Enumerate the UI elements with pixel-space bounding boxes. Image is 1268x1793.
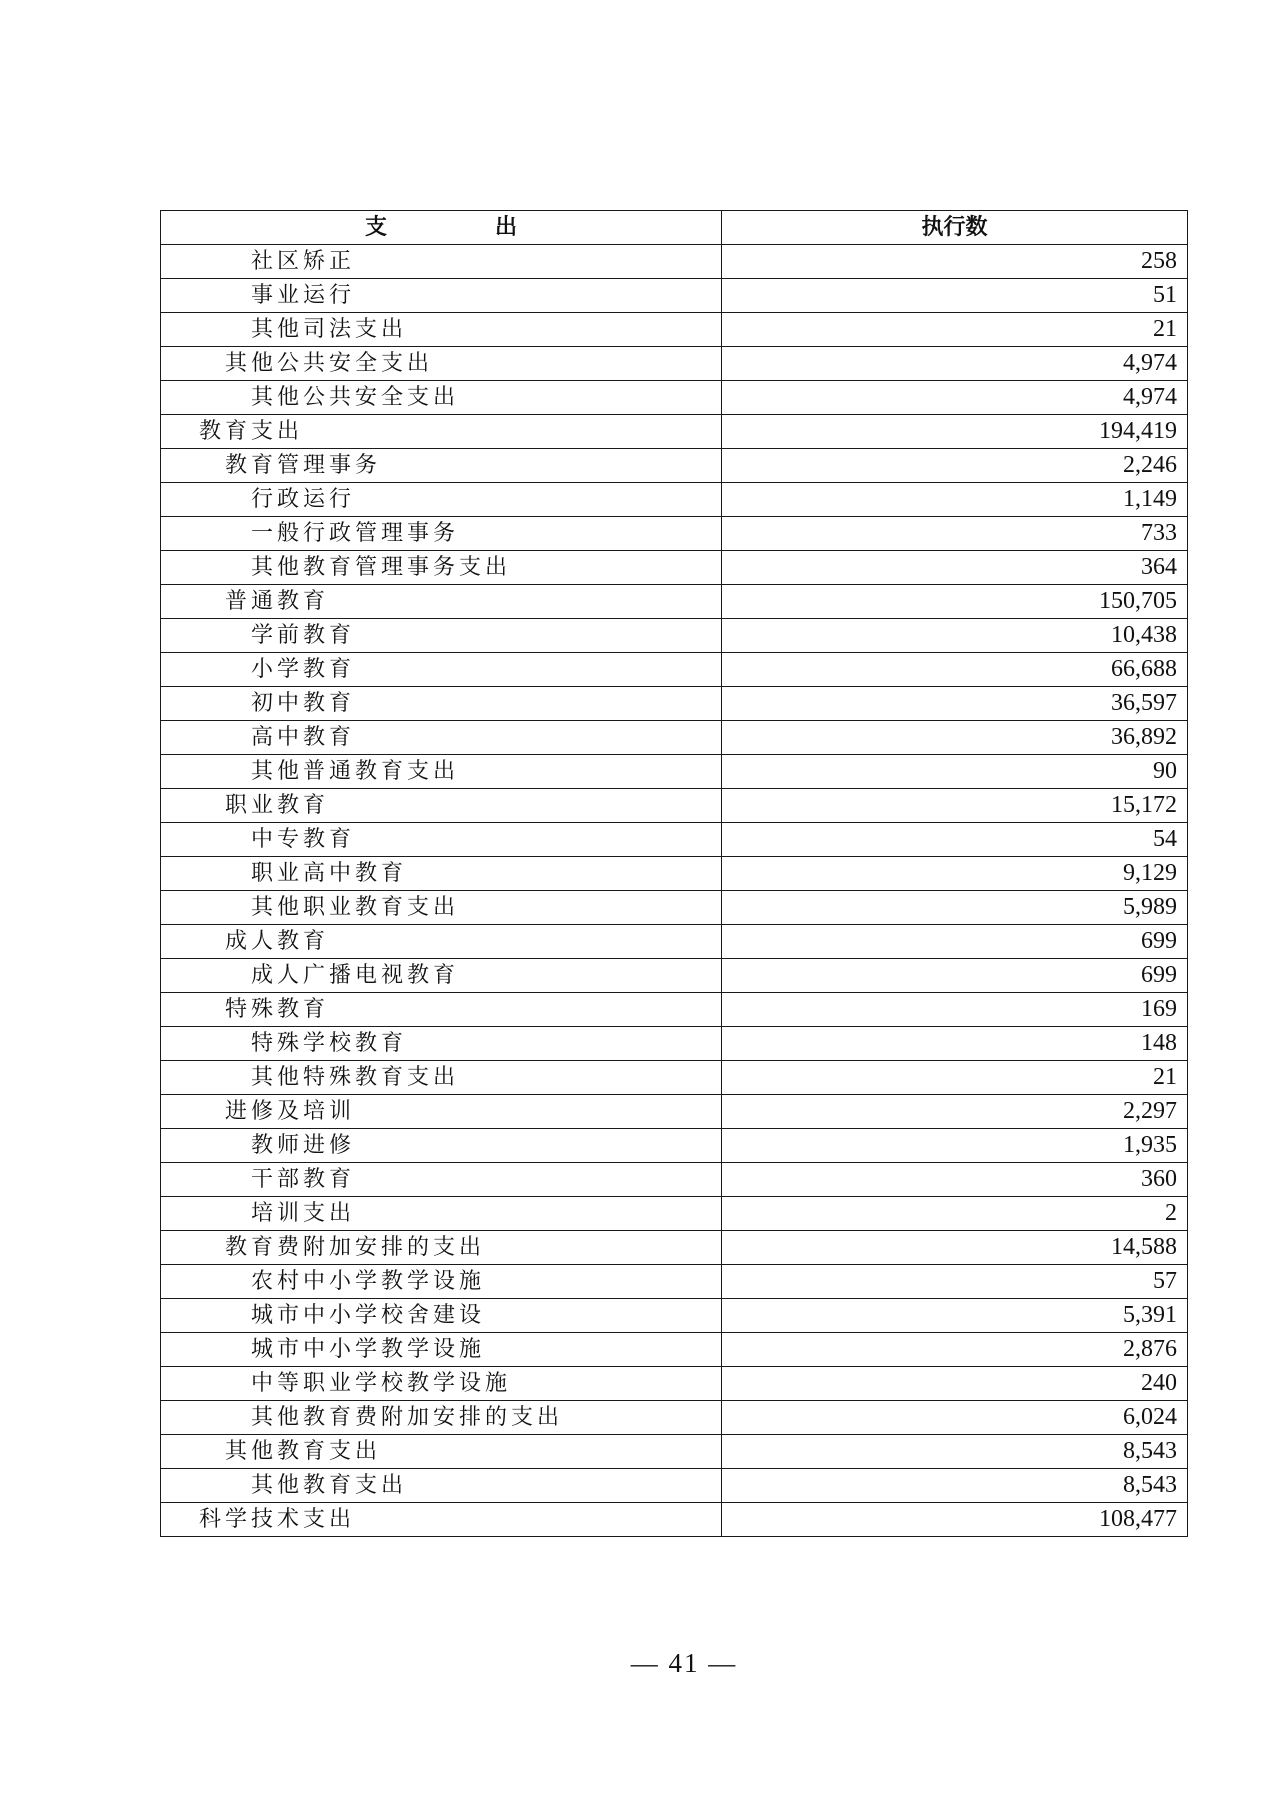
row-category-name: 其他教育支出 <box>161 1435 722 1469</box>
row-executed-amount: 54 <box>722 823 1188 857</box>
table-row <box>161 789 1188 823</box>
table-row <box>161 483 1188 517</box>
table-row <box>161 313 1188 347</box>
row-executed-amount: 150,705 <box>722 585 1188 619</box>
table-row <box>161 347 1188 381</box>
row-executed-amount: 2,297 <box>722 1095 1188 1129</box>
row-executed-amount: 15,172 <box>722 789 1188 823</box>
row-executed-amount: 66,688 <box>722 653 1188 687</box>
row-executed-amount: 240 <box>722 1367 1188 1401</box>
row-executed-amount: 258 <box>722 245 1188 279</box>
table-row <box>161 925 1188 959</box>
table-row <box>161 1435 1188 1469</box>
table-row <box>161 1469 1188 1503</box>
row-executed-amount: 5,391 <box>722 1299 1188 1333</box>
row-category-name: 初中教育 <box>161 687 722 721</box>
row-category-name: 进修及培训 <box>161 1095 722 1129</box>
table-row <box>161 1299 1188 1333</box>
table-row <box>161 687 1188 721</box>
table-row <box>161 1061 1188 1095</box>
table-row <box>161 1367 1188 1401</box>
row-category-name: 城市中小学校舍建设 <box>161 1299 722 1333</box>
row-executed-amount: 699 <box>722 959 1188 993</box>
row-executed-amount: 21 <box>722 313 1188 347</box>
row-category-name: 干部教育 <box>161 1163 722 1197</box>
table-row <box>161 959 1188 993</box>
row-category-name: 其他教育支出 <box>161 1469 722 1503</box>
row-executed-amount: 9,129 <box>722 857 1188 891</box>
table-row <box>161 619 1188 653</box>
row-category-name: 农村中小学教学设施 <box>161 1265 722 1299</box>
table-row <box>161 1333 1188 1367</box>
table-row <box>161 551 1188 585</box>
row-category-name: 城市中小学教学设施 <box>161 1333 722 1367</box>
row-category-name: 其他公共安全支出 <box>161 347 722 381</box>
row-category-name: 普通教育 <box>161 585 722 619</box>
row-category-name: 职业高中教育 <box>161 857 722 891</box>
table-row <box>161 415 1188 449</box>
table-row <box>161 857 1188 891</box>
row-category-name: 教育管理事务 <box>161 449 722 483</box>
row-executed-amount: 57 <box>722 1265 1188 1299</box>
table-row <box>161 823 1188 857</box>
row-executed-amount: 194,419 <box>722 415 1188 449</box>
row-executed-amount: 14,588 <box>722 1231 1188 1265</box>
row-executed-amount: 699 <box>722 925 1188 959</box>
row-category-name: 职业教育 <box>161 789 722 823</box>
row-category-name: 小学教育 <box>161 653 722 687</box>
table-row <box>161 449 1188 483</box>
row-category-name: 教育支出 <box>161 415 722 449</box>
table-row <box>161 891 1188 925</box>
row-executed-amount: 6,024 <box>722 1401 1188 1435</box>
row-executed-amount: 2 <box>722 1197 1188 1231</box>
row-executed-amount: 51 <box>722 279 1188 313</box>
row-executed-amount: 4,974 <box>722 347 1188 381</box>
row-category-name: 培训支出 <box>161 1197 722 1231</box>
table-row <box>161 279 1188 313</box>
row-executed-amount: 108,477 <box>722 1503 1188 1537</box>
row-category-name: 社区矫正 <box>161 245 722 279</box>
row-category-name: 特殊教育 <box>161 993 722 1027</box>
table-row <box>161 1095 1188 1129</box>
row-category-name: 其他公共安全支出 <box>161 381 722 415</box>
table-row <box>161 1265 1188 1299</box>
table-row <box>161 585 1188 619</box>
table-row <box>161 993 1188 1027</box>
table-row <box>161 245 1188 279</box>
table-body <box>161 245 1188 1537</box>
row-executed-amount: 360 <box>722 1163 1188 1197</box>
row-executed-amount: 169 <box>722 993 1188 1027</box>
row-executed-amount: 36,597 <box>722 687 1188 721</box>
row-category-name: 科学技术支出 <box>161 1503 722 1537</box>
table-row <box>161 1231 1188 1265</box>
table-row <box>161 1401 1188 1435</box>
row-category-name: 中等职业学校教学设施 <box>161 1367 722 1401</box>
row-category-name: 其他教育费附加安排的支出 <box>161 1401 722 1435</box>
budget-table <box>160 210 1188 1537</box>
row-category-name: 行政运行 <box>161 483 722 517</box>
row-category-name: 一般行政管理事务 <box>161 517 722 551</box>
row-category-name: 学前教育 <box>161 619 722 653</box>
row-executed-amount: 1,935 <box>722 1129 1188 1163</box>
table-header-row <box>161 211 1188 245</box>
row-category-name: 其他普通教育支出 <box>161 755 722 789</box>
table-row <box>161 653 1188 687</box>
row-category-name: 中专教育 <box>161 823 722 857</box>
table-row <box>161 381 1188 415</box>
row-category-name: 其他司法支出 <box>161 313 722 347</box>
row-category-name: 高中教育 <box>161 721 722 755</box>
table-row <box>161 1197 1188 1231</box>
row-executed-amount: 21 <box>722 1061 1188 1095</box>
row-executed-amount: 8,543 <box>722 1469 1188 1503</box>
table-row <box>161 1163 1188 1197</box>
table-row <box>161 721 1188 755</box>
row-executed-amount: 36,892 <box>722 721 1188 755</box>
table-row <box>161 1027 1188 1061</box>
row-executed-amount: 148 <box>722 1027 1188 1061</box>
table-row <box>161 1129 1188 1163</box>
row-executed-amount: 364 <box>722 551 1188 585</box>
row-category-name: 其他特殊教育支出 <box>161 1061 722 1095</box>
row-executed-amount: 10,438 <box>722 619 1188 653</box>
row-executed-amount: 2,246 <box>722 449 1188 483</box>
row-category-name: 特殊学校教育 <box>161 1027 722 1061</box>
row-category-name: 其他教育管理事务支出 <box>161 551 722 585</box>
row-category-name: 教育费附加安排的支出 <box>161 1231 722 1265</box>
row-category-name: 教师进修 <box>161 1129 722 1163</box>
row-category-name: 成人教育 <box>161 925 722 959</box>
row-executed-amount: 4,974 <box>722 381 1188 415</box>
row-executed-amount: 733 <box>722 517 1188 551</box>
row-category-name: 成人广播电视教育 <box>161 959 722 993</box>
row-executed-amount: 90 <box>722 755 1188 789</box>
header-executed-amount: 执行数 <box>722 211 1188 245</box>
table-row <box>161 755 1188 789</box>
row-executed-amount: 8,543 <box>722 1435 1188 1469</box>
header-expenditure: 支出 <box>161 211 722 245</box>
row-category-name: 事业运行 <box>161 279 722 313</box>
row-category-name: 其他职业教育支出 <box>161 891 722 925</box>
row-executed-amount: 5,989 <box>722 891 1188 925</box>
row-executed-amount: 1,149 <box>722 483 1188 517</box>
table-row <box>161 517 1188 551</box>
row-executed-amount: 2,876 <box>722 1333 1188 1367</box>
page-number: — 41 — <box>630 1648 738 1678</box>
table-row <box>161 1503 1188 1537</box>
